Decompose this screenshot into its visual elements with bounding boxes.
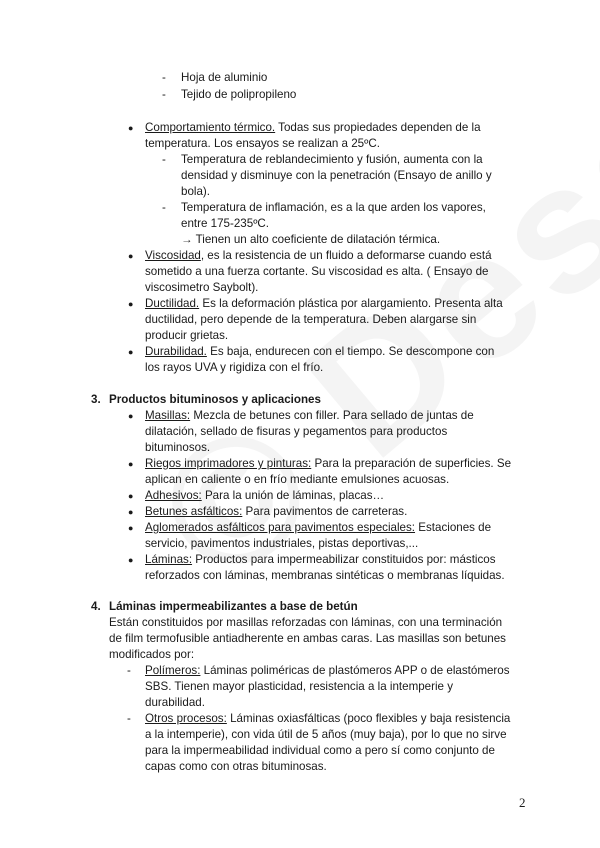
text-line: SBS. Tienen mayor plasticidad, resistencia a la intemperie y [145,680,454,693]
text-line: bituminosos. [145,441,211,454]
bullet-viscosidad-line: Viscosidad, es la resistencia de un fluido a deformarse cuando está [145,249,492,262]
term-label: Riegos imprimadores y pinturas: [145,457,312,470]
bullet-termico-line: Comportamiento térmico. Todas sus propiedades dependen de la [145,121,481,134]
bullet-marker: ● [128,555,134,565]
bullet-ductilidad-line: Ductilidad. Es la deformación plástica por alargamiento. Presenta alta [145,297,503,310]
text-line: reforzados con láminas, membranas sintéticas o membranas líquidas. [145,569,505,582]
text-line: Temperatura de inflamación, es a la que arden los vapores, [181,201,486,214]
text-line: viscosimetro Saybolt). [145,281,259,294]
dash-marker: - [162,71,166,84]
text-line: durabilidad. [145,696,205,709]
dash-marker: - [162,201,166,214]
item-otros-line: Otros procesos: Láminas oxiasfálticas (poco flexibles y baja resistencia [145,712,511,725]
section-title: Productos bituminosos y aplicaciones [109,393,321,406]
term-label: Comportamiento térmico. [145,121,276,134]
text-line: servicio, pavimentos industriales, pistas deportivas,... [145,537,419,550]
term-label: Polímeros: [145,664,201,677]
bullet-masillas-line: Masillas: Mezcla de betunes con filler. Para sellado de juntas de [145,409,474,422]
term-label: Betunes asfálticos: [145,505,243,518]
bullet-laminas-line: Láminas: Productos para impermeabilizar constituidos por: másticos [145,553,496,566]
dash-marker: - [162,153,166,166]
text-line: aplican en caliente o en frío mediante emulsiones acuosas. [145,473,450,486]
text-line: temperatura. Los ensayos se realizan a 25ºC. [145,137,380,150]
dash-marker: - [127,664,131,677]
bullet-durabilidad-line: Durabilidad. Es baja, endurecen con el tiempo. Se descompone con [145,345,495,358]
term-label: Masillas: [145,409,191,422]
bullet-marker: ● [128,299,134,309]
section-title: Láminas impermeabilizantes a base de betún [109,600,358,613]
term-label: Adhesivos: [145,489,202,502]
term-label: Durabilidad. [145,345,207,358]
page-number: 2 [519,795,526,810]
item-polimeros-line: Polímeros: Láminas poliméricas de plastómeros APP o de elastómeros [145,664,510,677]
term-label: Aglomerados asfálticos para pavimentos especiales: [145,521,416,534]
bullet-marker: ● [128,347,134,357]
text-line: Están constituidos por masillas reforzadas con láminas, con una terminación [109,616,503,629]
term-label: Viscosidad [145,249,201,262]
text-line: bola). [181,185,211,198]
bullet-marker: ● [128,523,134,533]
bullet-adhesivos-line: Adhesivos: Para la unión de láminas, placas… [145,489,385,502]
bullet-marker: ● [128,123,134,133]
term-label: Otros procesos: [145,712,227,725]
dash-marker: - [162,88,166,101]
text-line: ductilidad, pero depende de la temperatura. Deben alargarse sin [145,313,477,326]
list-item: Hoja de aluminio [181,71,268,84]
text-line: sometido a una fuerza cortante. Su viscosidad es alta. ( Ensayo de [145,265,489,278]
text-line: entre 175-235ºC. [181,217,270,230]
text-line: Temperatura de reblandecimiento y fusión, aumenta con la [181,153,483,166]
bullet-marker: ● [128,411,134,421]
bullet-marker: ● [128,459,134,469]
section-number: 3. [91,393,101,406]
term-label: Ductilidad. [145,297,200,310]
list-item: Tejido de polipropileno [181,88,297,101]
text-line: dilatación, sellado de fisuras y pegamentos para productos [145,425,448,438]
bullet-riegos-line: Riegos imprimadores y pinturas: Para la preparación de superficies. Se [145,457,512,470]
bullet-marker: ● [128,491,134,501]
dash-marker: - [127,712,131,725]
text-line: capas como con otras bituminosas. [145,760,327,773]
text-line: modificados por: [109,648,195,661]
text-line: para la impermeabilidad individual como a pero sí como conjunto de [145,744,495,757]
section-number: 4. [91,600,101,613]
text-line: de film termofusible antiadherente en ambas caras. Las masillas son betunes [109,632,506,645]
text-line: los rayos UVA y rigidiza con el frío. [145,361,324,374]
term-label: Láminas: [145,553,193,566]
text-line: → Tienen un alto coeficiente de dilatación térmica. [181,233,441,246]
text-line: producir grietas. [145,329,229,342]
bullet-aglomerados-line: Aglomerados asfálticos para pavimentos especiales: Estaciones de [145,521,492,534]
bullet-marker: ● [128,251,134,261]
text-line: densidad y disminuye con la penetración (Ensayo de anillo y [181,169,492,182]
text-line: a la intemperie), con vida útil de 5 años (muy baja), por lo que no sirve [145,728,507,741]
bullet-marker: ● [128,507,134,517]
bullet-betunes-line: Betunes asfálticos: Para pavimentos de carreteras. [145,505,408,518]
